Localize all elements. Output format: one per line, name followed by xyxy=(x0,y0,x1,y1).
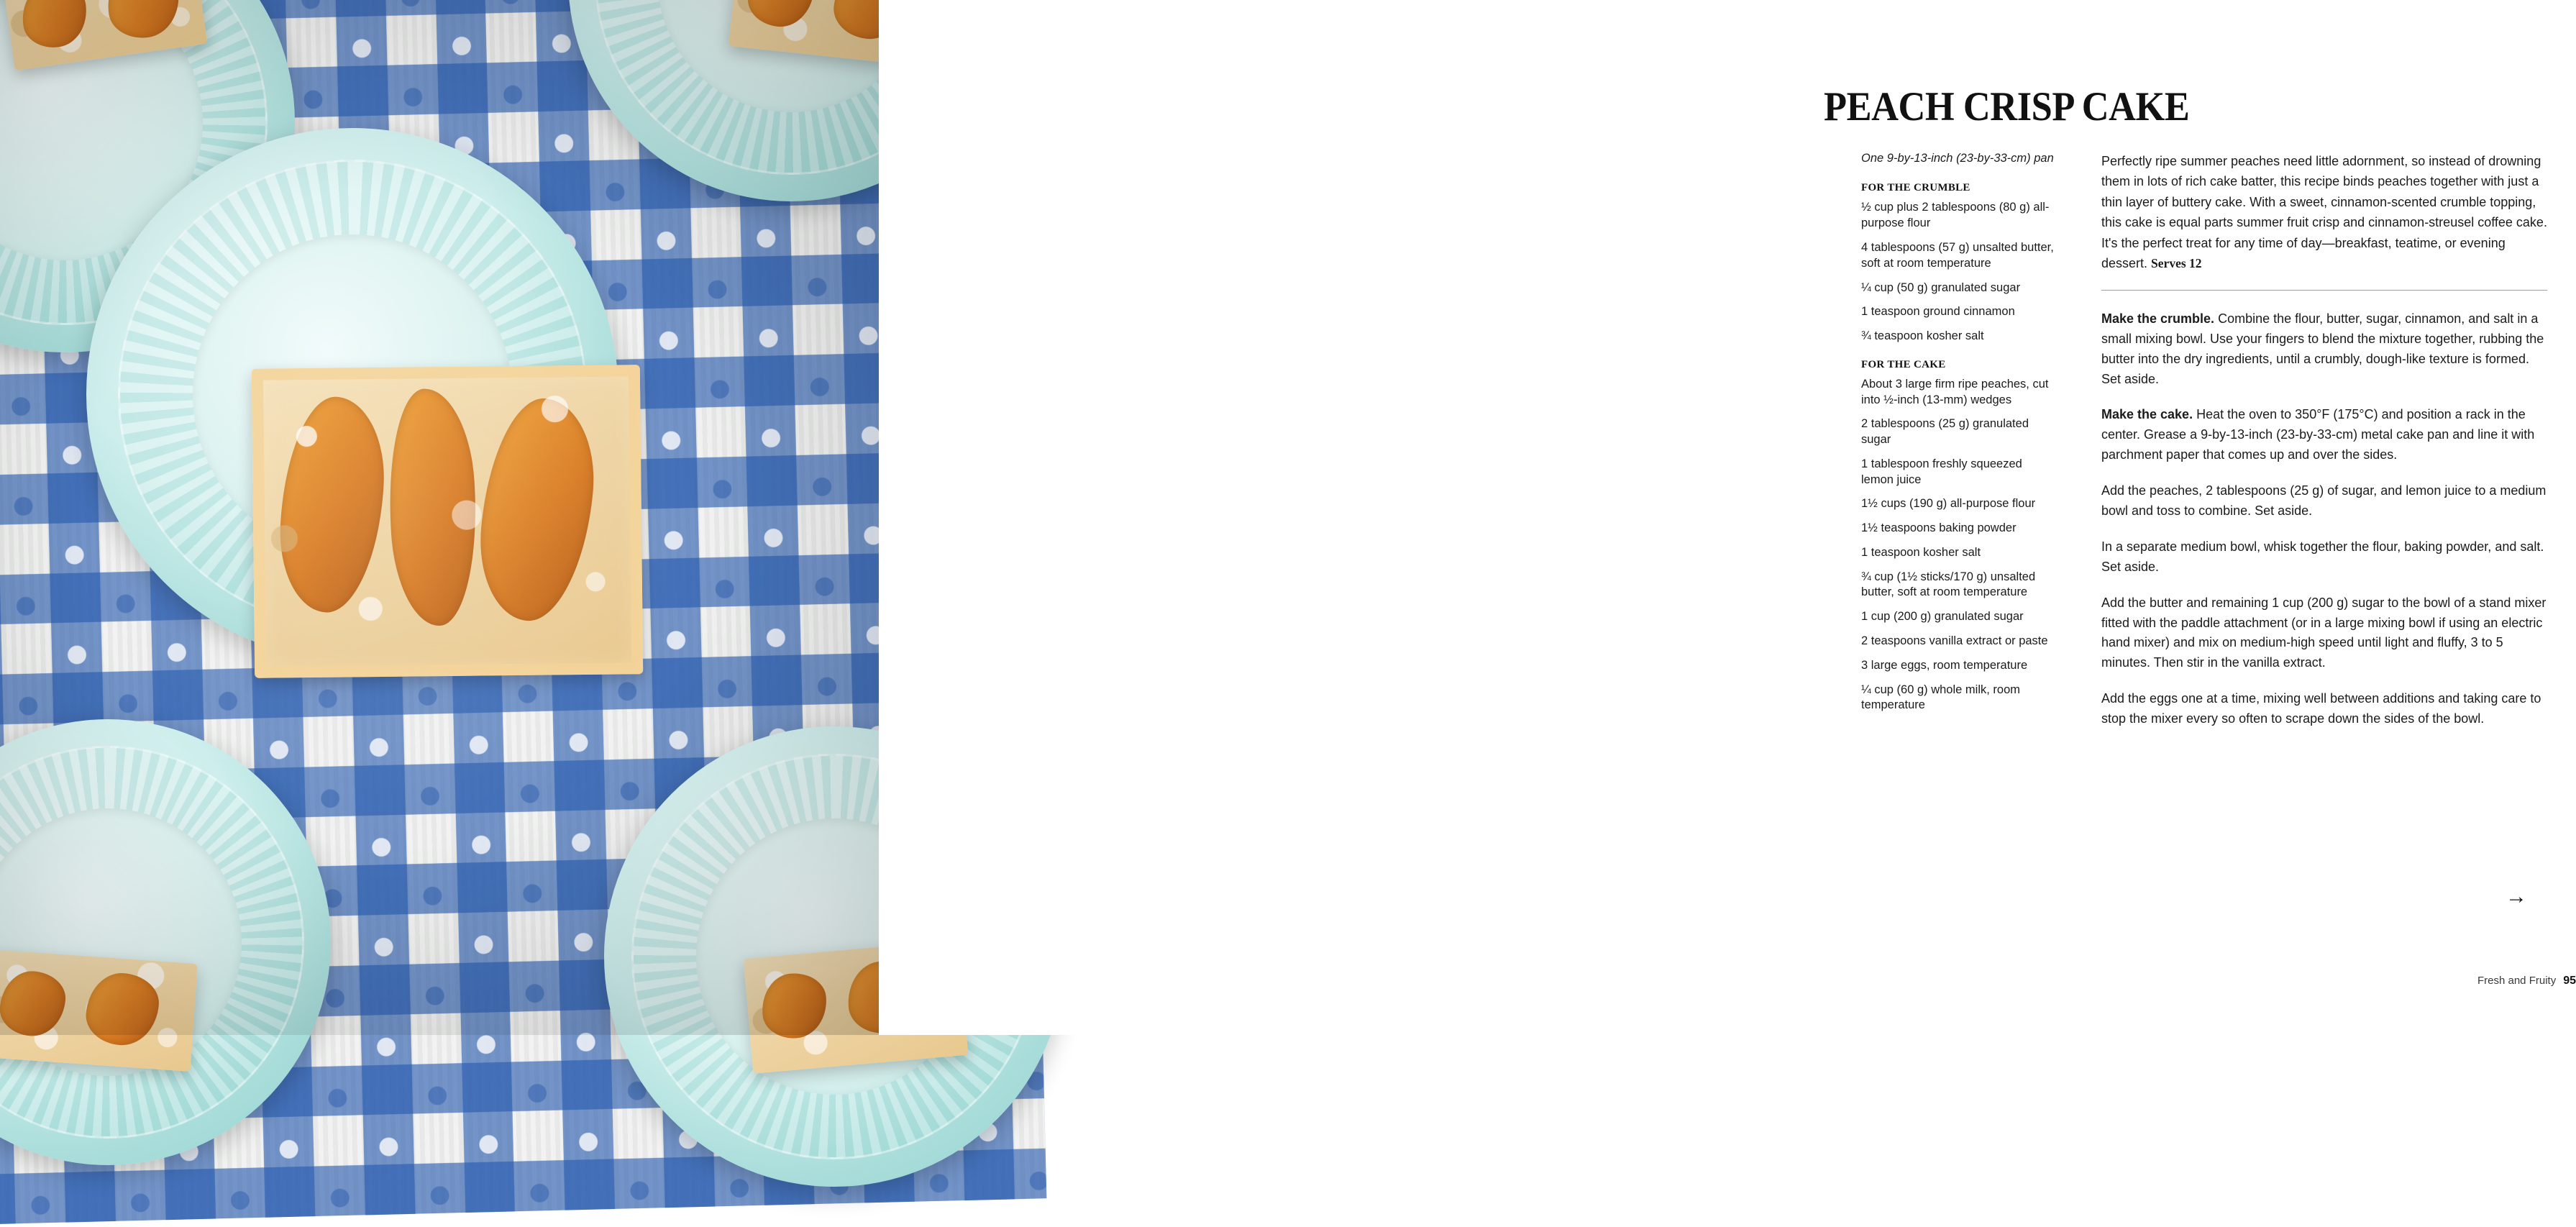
pan-note: One 9-by-13-inch (23-by-33-cm) pan xyxy=(1861,152,2054,165)
recipe-intro-text: Perfectly ripe summer peaches need little adornment, so instead of drowning them in lots of rich cake batter, this recipe binds peaches together with just a thin layer of buttery cake. With a sweet, cinnamon-scented crumble topping, this cake is equal parts summer fruit crisp and cinnamon-streusel coffee cake. It's the perfect treat for any time of day—breakfast, teatime, or evening dessert. xyxy=(2101,154,2547,271)
page-title: PEACH CRISP CAKE xyxy=(1824,84,2190,130)
page-number: 95 xyxy=(2563,975,2576,987)
instruction-step xyxy=(2101,405,2547,465)
instruction-step xyxy=(2101,537,2547,578)
step-text: In a separate medium bowl, whisk together the flour, baking powder, and salt. Set aside. xyxy=(2101,539,2544,574)
ingredient-section-heading: FOR THE CAKE xyxy=(1861,358,1946,370)
divider-rule xyxy=(2101,290,2547,291)
ingredient-item: 4 tablespoons (57 g) unsalted butter, soft at room temperature xyxy=(1861,240,2054,270)
ingredient-item: 1½ teaspoons baking powder xyxy=(1861,521,2017,535)
ingredient-item: ¼ cup (60 g) whole milk, room temperature xyxy=(1861,683,2021,712)
ingredient-item: ½ cup plus 2 tablespoons (80 g) all-purpose flour xyxy=(1861,201,2050,230)
ingredient-item: 1 tablespoon freshly squeezed lemon juice xyxy=(1861,457,2022,486)
step-lead: Make the cake. xyxy=(2101,407,2193,422)
instruction-step xyxy=(2101,309,2547,390)
cake-edge xyxy=(252,365,643,678)
ingredient-item: 3 large eggs, room temperature xyxy=(1861,658,2028,672)
cake-slice-bottom-left xyxy=(0,949,198,1072)
recipe-text-page xyxy=(879,0,2576,1035)
ingredient-item: 1 teaspoon ground cinnamon xyxy=(1861,305,2015,319)
instruction-step xyxy=(2101,481,2547,521)
ingredient-item: 2 teaspoons vanilla extract or paste xyxy=(1861,634,2048,647)
instruction-step xyxy=(2101,689,2547,729)
step-text: Add the peaches, 2 tablespoons (25 g) of sugar, and lemon juice to a medium bowl and toss to combine. Set aside. xyxy=(2101,483,2547,518)
recipe-intro xyxy=(2101,151,2547,274)
gutter-mark xyxy=(1691,0,1758,9)
page-footer xyxy=(2432,975,2576,987)
ingredient-section-heading: FOR THE CRUMBLE xyxy=(1861,182,1970,194)
ingredient-item: About 3 large firm ripe peaches, cut into ½-inch (13-mm) wedges xyxy=(1861,377,2049,406)
ingredient-item: ¾ teaspoon kosher salt xyxy=(1861,329,1984,343)
footer-chapter-label: Fresh and Fruity xyxy=(2477,975,2557,987)
ingredient-item: 1 teaspoon kosher salt xyxy=(1861,545,1981,559)
step-text: Heat the oven to 350°F (175°C) and position a rack in the center. Grease a 9-by-13-inch (23-by-33-cm) metal cake pan and line it with parchment paper that comes up and over the sides. xyxy=(2101,407,2535,462)
step-text: Combine the flour, butter, sugar, cinnamon, and salt in a small mixing bowl. Use your fingers to blend the mixture together, rubbing the butter into the dry ingredients, until a crumbly, dough-like texture is formed. Set aside. xyxy=(2101,311,2544,386)
ingredient-item: ¾ cup (1½ sticks/170 g) unsalted butter, soft at room temperature xyxy=(1861,570,2036,599)
instructions-column xyxy=(2101,151,2547,745)
ingredient-item: 1 cup (200 g) granulated sugar xyxy=(1861,610,2024,624)
step-text: Add the eggs one at a time, mixing well between additions and taking care to stop the mixer every so often to scrape down the sides of the bowl. xyxy=(2101,691,2541,726)
recipe-photo xyxy=(0,0,879,1035)
ingredients-column xyxy=(1861,151,2055,722)
serves-label: Serves 12 xyxy=(2151,256,2202,271)
ingredient-item: 1½ cups (190 g) all-purpose flour xyxy=(1861,497,2036,511)
instruction-step xyxy=(2101,593,2547,674)
cake-slice-center xyxy=(252,365,643,678)
continued-arrow-icon: → xyxy=(2506,885,2527,908)
ingredient-item: 2 tablespoons (25 g) granulated sugar xyxy=(1861,417,2029,447)
step-lead: Make the crumble. xyxy=(2101,311,2215,326)
step-text: Add the butter and remaining 1 cup (200 g) sugar to the bowl of a stand mixer fitted with the paddle attachment (or in a large mixing bowl if using an electric hand mixer) and mix on medium-high speed until light and fluffy, 3 to 5 minutes. Then stir in the vanilla extract. xyxy=(2101,595,2547,670)
ingredient-item: ¼ cup (50 g) granulated sugar xyxy=(1861,280,2021,294)
